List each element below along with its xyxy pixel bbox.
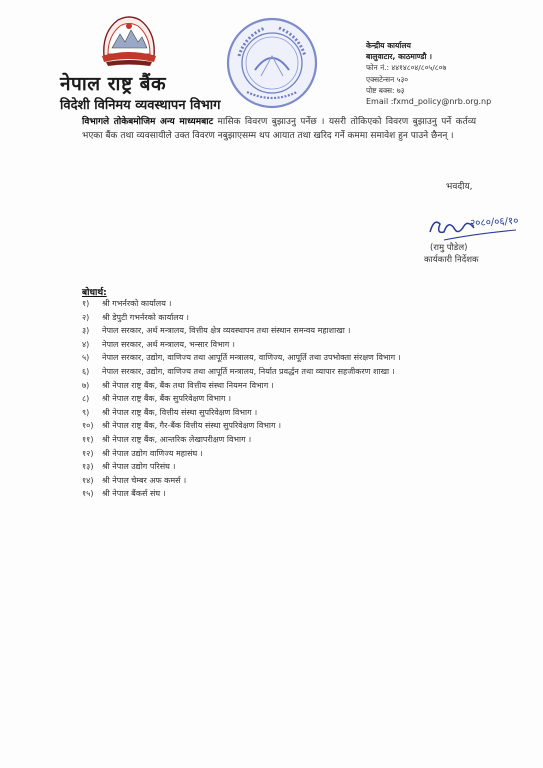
office-location: बालुवाटार, काठमाण्डौ । <box>366 52 432 62</box>
list-item: ८) श्री नेपाल राष्ट्र बैंक, बैंक सुपरिवेक्षण विभाग । <box>82 394 232 404</box>
salutation: भवदीय, <box>446 182 473 192</box>
cc-heading: बोधार्थ: <box>82 288 107 298</box>
signer-title: कार्यकारी निर्देशक <box>424 255 479 265</box>
list-item: १३) श्री नेपाल उद्योग परिसंघ । <box>82 462 176 472</box>
bank-logo-icon <box>98 12 160 68</box>
list-item: १५) श्री नेपाल बैंकर्स संघ । <box>82 489 166 499</box>
office-po-box: पोष्ट बक्स: ७३ <box>366 85 405 95</box>
list-item: ६) नेपाल सरकार, उद्योग, वाणिज्य तथा आपूर्ति मन्त्रालय, निर्यात प्रवर्द्धन तथा व्यापार सहजीकरण शाखा । <box>82 366 395 376</box>
list-item: २) श्री डेपुटी गभर्नरको कार्यालय । <box>82 312 189 322</box>
list-item: १२) श्री नेपाल उद्योग वाणिज्य महासंघ । <box>82 448 203 458</box>
office-address <box>366 40 541 107</box>
list-item: ४) नेपाल सरकार, अर्थ मन्त्रालय, भन्सार विभाग । <box>82 339 235 349</box>
office-email: Email :fxmd_policy@nrb.org.np <box>366 97 492 107</box>
body-text: मासिक विवरण बुझाउनु पर्नेछ । यसरी तोकिएको विवरण बुझाउनु पर्ने कर्तव्य भएका बैंक तथा व्यवसायीले उक्त विवरण नबुझाएसम्म थप आयात तथा खरिद गर्ने कममा समावेश हुन पाउने छैनन् । <box>82 117 476 141</box>
office-extension: एक्सटेन्सन ५३० <box>366 74 409 84</box>
list-item: ९) श्री नेपाल राष्ट्र बैंक, वित्तीय संस्था सुपरिवेक्षण विभाग । <box>82 407 258 417</box>
body-paragraph <box>82 115 476 143</box>
office-phone: फोन नं.: ४४१४८०४/८०५/८०७ <box>366 63 447 73</box>
list-item: ११) श्री नेपाल राष्ट्र बैंक, आन्तरिक लेखापरीक्षण विभाग । <box>82 434 252 444</box>
list-item: ५) नेपाल सरकार, उद्योग, वाणिज्य तथा आपूर्ति मन्त्रालय, वाणिज्य, आपूर्ति तथा उपभोक्ता संरक्षण विभाग । <box>82 353 401 363</box>
office-title: केन्द्रीय कार्यालय <box>366 41 411 50</box>
list-item: १४) श्री नेपाल चेम्बर अफ कमर्स । <box>82 475 187 485</box>
signature-date: २०८०/०६/१० <box>469 215 519 230</box>
cc-list <box>82 297 502 501</box>
department-name: विदेशी विनिमय व्यवस्थापन विभाग <box>60 98 221 113</box>
body-lead: विभागले तोकेबमोजिम अन्य माध्यमबाट <box>82 117 214 127</box>
list-item: १) श्री गभर्नरको कार्यालय । <box>82 299 172 308</box>
signer-name: (रामु पौडेल) <box>430 243 468 253</box>
list-item: १०) श्री नेपाल राष्ट्र बैंक, गैर-बैंक वित्तीय संस्था सुपरिवेक्षण विभाग । <box>82 421 282 431</box>
signature-icon <box>424 210 524 246</box>
department-seal-icon <box>225 16 319 110</box>
bank-name: नेपाल राष्ट्र बैंक <box>60 73 167 95</box>
list-item: ७) श्री नेपाल राष्ट्र बैंक, बैंक तथा वित्तीय संस्था नियमन विभाग । <box>82 380 274 390</box>
list-item: ३) नेपाल सरकार, अर्थ मन्त्रालय, वित्तीय क्षेत्र व्यवस्थापन तथा संस्थान समन्वय महाशाखा । <box>82 326 351 336</box>
